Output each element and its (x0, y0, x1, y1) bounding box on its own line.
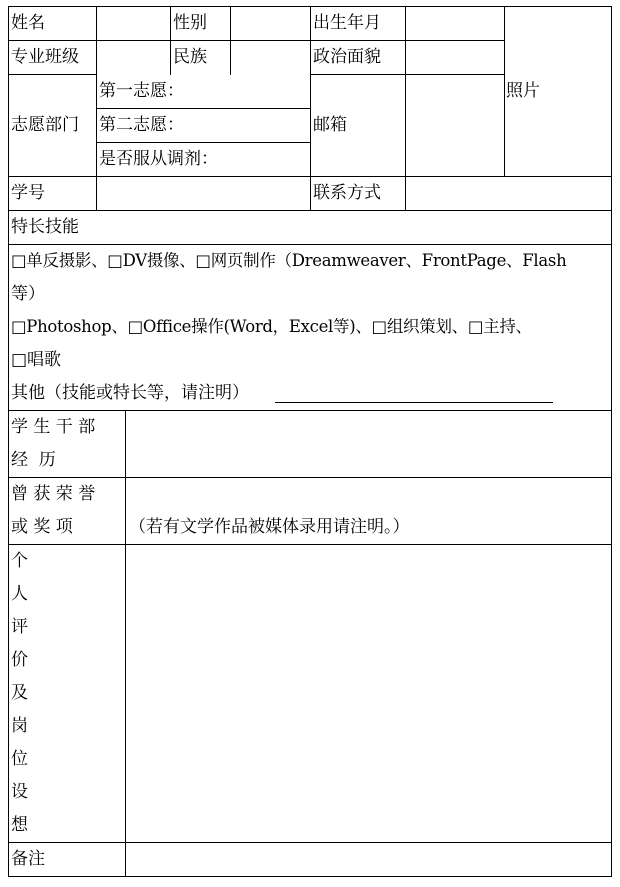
birth-field[interactable] (407, 8, 503, 39)
rule (8, 477, 612, 478)
self-eval-char: 位 (11, 749, 28, 769)
name-label: 姓名 (11, 13, 45, 33)
student-id-field[interactable] (98, 178, 309, 209)
rule (8, 244, 612, 245)
rule (96, 108, 310, 109)
gender-label: 性别 (173, 13, 207, 33)
gender-field[interactable] (232, 8, 309, 39)
honor-field[interactable] (127, 479, 610, 543)
remarks-field[interactable] (127, 844, 610, 875)
self-eval-char: 个 (11, 551, 28, 571)
self-eval-char: 评 (11, 617, 28, 637)
political-field[interactable] (407, 42, 503, 73)
rule (8, 410, 612, 411)
honor-note: （若有文学作品被媒体录用请注明。） (129, 517, 410, 537)
rule (125, 410, 126, 877)
self-eval-char: 及 (11, 683, 28, 703)
rule (170, 6, 171, 75)
student-id-label: 学号 (11, 183, 45, 203)
rule (96, 6, 97, 211)
photo-box[interactable] (506, 8, 610, 175)
rule (8, 40, 504, 41)
rule (8, 842, 612, 843)
photo-label: 照片 (506, 81, 540, 101)
adjust-field[interactable] (233, 144, 308, 175)
self-eval-field[interactable] (127, 546, 610, 841)
choice1-field[interactable] (198, 76, 308, 107)
email-field[interactable] (407, 76, 503, 175)
contact-field[interactable] (407, 178, 610, 209)
skills-label: 特长技能 (11, 217, 79, 237)
volunteer-label: 志愿部门 (11, 115, 79, 135)
honor-label-2: 或 奖 项 (11, 517, 73, 537)
skills-other-underline[interactable] (275, 402, 553, 403)
name-field[interactable] (98, 8, 169, 39)
rule (504, 6, 505, 177)
ethnicity-field[interactable] (232, 42, 309, 73)
honor-label-1: 曾 获 荣 誉 (11, 484, 96, 504)
skills-line-3: □Photoshop、□Office操作(Word，Excel等)、□组织策划、□主持、 (11, 317, 532, 336)
contact-label: 联系方式 (313, 183, 381, 203)
rule (310, 6, 311, 211)
adjust-label: 是否服从调剂： (99, 149, 218, 169)
rule (310, 74, 504, 75)
self-eval-char: 岗 (11, 716, 28, 736)
skills-line-2: 等） (11, 284, 45, 304)
major-field[interactable] (98, 42, 169, 73)
self-eval-char: 价 (11, 650, 28, 670)
birth-label: 出生年月 (313, 13, 381, 33)
skills-other-label: 其他（技能或特长等，请注明） (11, 383, 249, 403)
rule (8, 876, 612, 877)
major-label: 专业班级 (11, 47, 79, 67)
cadre-label-1: 学 生 干 部 (11, 417, 96, 437)
rule (405, 6, 406, 211)
remarks-label: 备注 (11, 849, 45, 869)
cadre-label-2: 经 历 (11, 450, 56, 470)
skills-line-1: □单反摄影、□DV摄像、□网页制作（Dreamweaver、FrontPage、Flash (11, 251, 567, 270)
rule (611, 6, 612, 877)
ethnicity-label: 民族 (173, 47, 207, 67)
rule (230, 6, 231, 75)
choice2-label: 第二志愿： (99, 115, 184, 135)
rule (8, 74, 96, 75)
rule (96, 142, 310, 143)
choice2-field[interactable] (198, 110, 308, 141)
self-eval-char: 人 (11, 584, 28, 604)
application-form (8, 6, 612, 877)
skills-line-4: □唱歌 (11, 350, 62, 370)
email-label: 邮箱 (313, 115, 347, 135)
rule (8, 6, 9, 877)
self-eval-char: 设 (11, 782, 28, 802)
self-eval-char: 想 (11, 815, 28, 835)
political-label: 政治面貌 (313, 47, 381, 67)
choice1-label: 第一志愿： (99, 81, 184, 101)
cadre-field[interactable] (127, 412, 610, 476)
rule (8, 544, 612, 545)
